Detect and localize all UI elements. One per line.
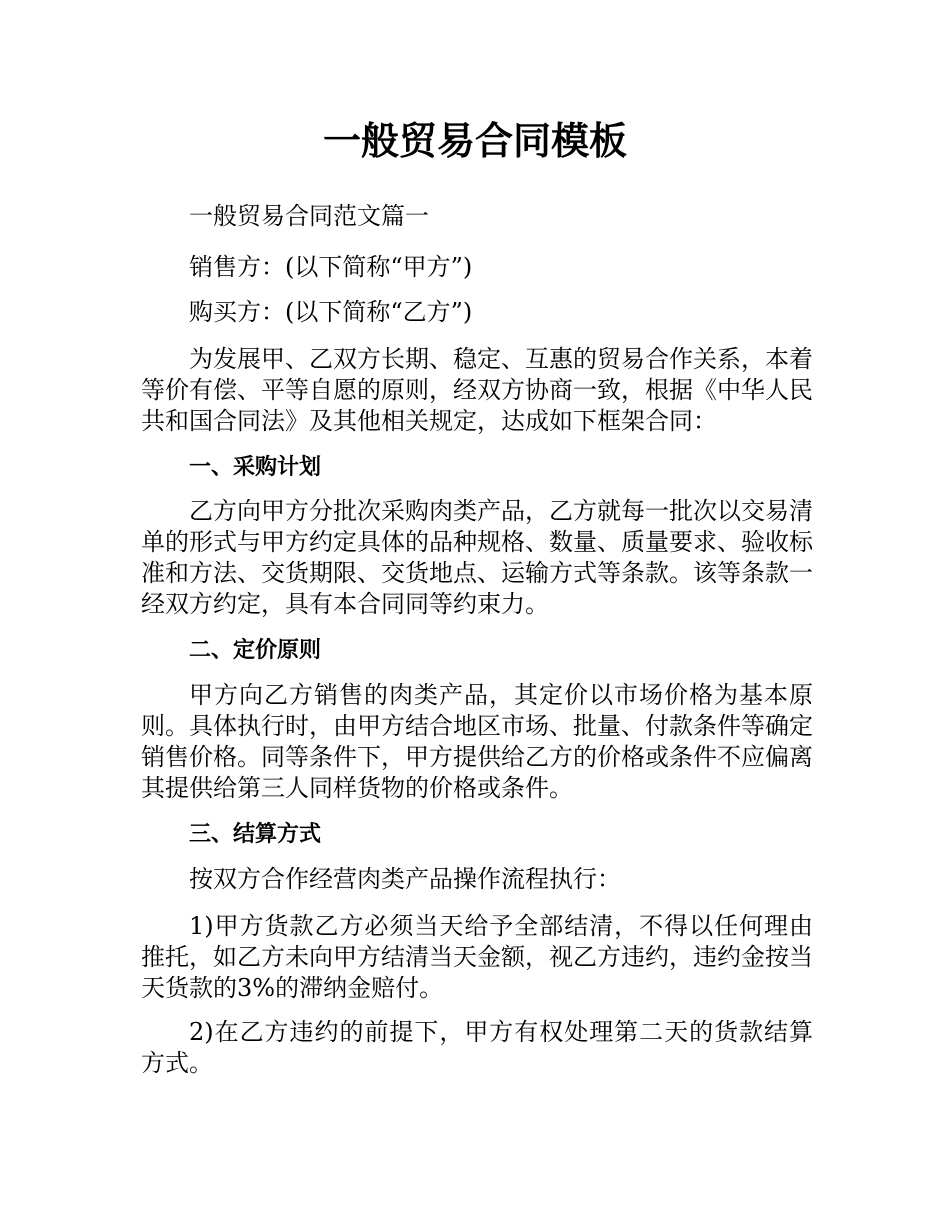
buyer-line: 购买方：(以下简称“乙方”)	[189, 298, 473, 326]
document-title: 一般贸易合同模板	[322, 119, 627, 163]
section-body-purchase-plan: 乙方向甲方分批次采购肉类产品，乙方就每一批次以交易清单的形式与甲方约定具体的品种规格、数量、质量要求、验收标准和方法、交货期限、交货地点、运输方式等条款。该等条款一经双方约定，具有本合同同等约束力。	[141, 497, 813, 618]
document-subtitle: 一般贸易合同范文篇一	[189, 202, 429, 230]
section-heading-settlement: 三、结算方式	[189, 822, 322, 847]
section-body-pricing: 甲方向乙方销售的肉类产品，其定价以市场价格为基本原则。具体执行时，由甲方结合地区市场、批量、付款条件等确定销售价格。同等条件下，甲方提供给乙方的价格或条件不应偏离其提供给第三人同样货物的价格或条件。	[141, 681, 813, 802]
seller-line: 销售方：(以下简称“甲方”)	[189, 253, 473, 281]
settlement-item: 2)在乙方违约的前提下，甲方有权处理第二天的货款结算方式。	[141, 1018, 813, 1077]
section-heading-pricing: 二、定价原则	[189, 638, 322, 663]
section-heading-purchase-plan: 一、采购计划	[189, 455, 322, 480]
section-body-settlement: 按双方合作经营肉类产品操作流程执行：	[189, 865, 621, 893]
settlement-item: 1)甲方货款乙方必须当天给予全部结清，不得以任何理由推托，如乙方未向甲方结清当天金额，视乙方违约，违约金按当天货款的3%的滞纳金赔付。	[141, 912, 813, 1002]
intro-paragraph: 为发展甲、乙双方长期、稳定、互惠的贸易合作关系，本着等价有偿、平等自愿的原则，经双方协商一致，根据《中华人民共和国合同法》及其他相关规定，达成如下框架合同：	[141, 345, 813, 435]
